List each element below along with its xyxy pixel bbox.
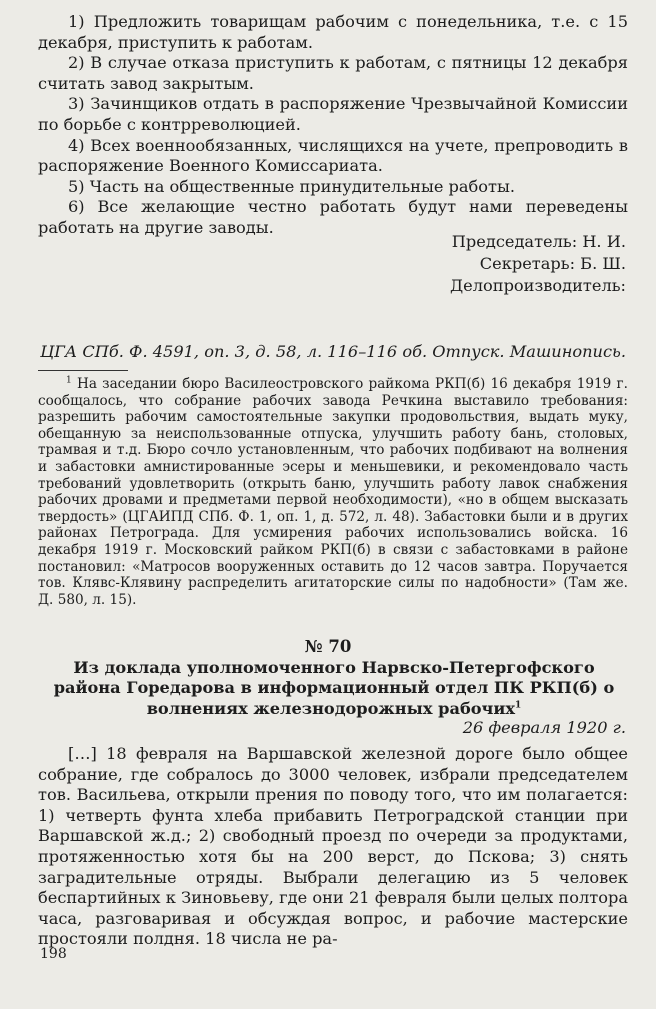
resolution-list: [38, 12, 628, 239]
page-number: 198: [40, 946, 67, 962]
archive-source: ЦГА СПб. Ф. 4591, оп. 3, д. 58, л. 116–116 об. Отпуск. Машинопись.: [40, 342, 626, 361]
footnote-divider: [38, 370, 128, 371]
list-item: 2) В случае отказа приступить к работам, с пятницы 12 декабря считать завод закрытым.: [38, 53, 628, 93]
footnote: [38, 376, 628, 608]
document-title: [42, 658, 626, 719]
signature-clerk: Делопроизводитель:: [450, 276, 626, 295]
list-item: 5) Часть на общественные принудительные работы.: [68, 176, 516, 196]
footnote-mark: 1: [66, 375, 72, 386]
document-number: № 70: [304, 637, 352, 656]
body-paragraph: […] 18 февраля на Варшавской железной дороге было общее собрание, где собралось до 3000 человек, избрали председателем тов. Васильева, открыли прения по поводу того, что им полагается: 1) четверть фунта хлеба прибавить Петроградской станции при Варшавской ж.д.; 2) свободный проезд по очереди за продуктами, протяженностью хотя бы на 200 верст, до Пскова; 3) снять заградительные отряды. Выбрали делегацию из 5 человек беспартийных к Зиновьеву, где они 21 февраля были целых полтора часа, разговаривая и обсуждая вопрос, и рабочие мастерские простояли полдня. 18 числа не ра-: [38, 744, 628, 949]
list-item: 3) Зачинщиков отдать в распоряжение Чрезвычайной Комиссии по борьбе с контрреволюцией.: [38, 94, 628, 134]
list-item: 4) Всех военнообязанных, числящихся на учете, препроводить в распоряжение Военного Комиссариата.: [38, 135, 628, 176]
title-footnote-mark: 1: [515, 700, 522, 711]
signature-secretary: Секретарь: Б. Ш.: [479, 254, 626, 273]
document-date: 26 февраля 1920 г.: [462, 718, 626, 737]
signature-chairman: Председатель: Н. И.: [451, 232, 626, 251]
list-item: 1) Предложить товарищам рабочим с понедельника, т.е. с 15 декабря, приступить к работам.: [38, 12, 628, 52]
document-body: [38, 744, 628, 950]
footnote-text: На заседании бюро Василеостровского райкома РКП(б) 16 декабря 1919 г. сообщалось, что собрание рабочих завода Речкина выставило требования: разрешить рабочим самостоятельные закупки продовольствия, выдать муку, обещанную за неиспользованные отпуска, улучшить работу бань, столовых, трамвая и т.д. Бюро сочло установленным, что рабочих подбивают на волнения и забастовки амнистированные эсеры и меньшевики, и рекомендовало часть требований удовлетворить (открыть баню, улучшить работу лавок снабжения рабочих дровами и предметами первой необходимости), «но в общем высказать твердость» (ЦГАИПД СПб. Ф. 1, оп. 1, д. 572, л. 48). Забастовки были и в других районах Петрограда. Для усмирения рабочих использовались войска. 16 декабря 1919 г. Московский райком РКП(б) в связи с забастовками в районе постановил: «Матросов вооруженных оставить до 12 часов завтра. Поручается тов. Клявс-Клявину распределить агитаторские силы по надобности» (Там же. Д. 580, л. 15).: [38, 376, 628, 608]
document-title-text: Из доклада уполномоченного Нарвско-Петергофского района Горедарова в информационный отдел ПК РКП(б) о волнениях железнодорожных рабочих: [53, 658, 615, 718]
list-item: 6) Все желающие честно работать будут нами переведены работать на другие заводы.: [38, 197, 628, 237]
